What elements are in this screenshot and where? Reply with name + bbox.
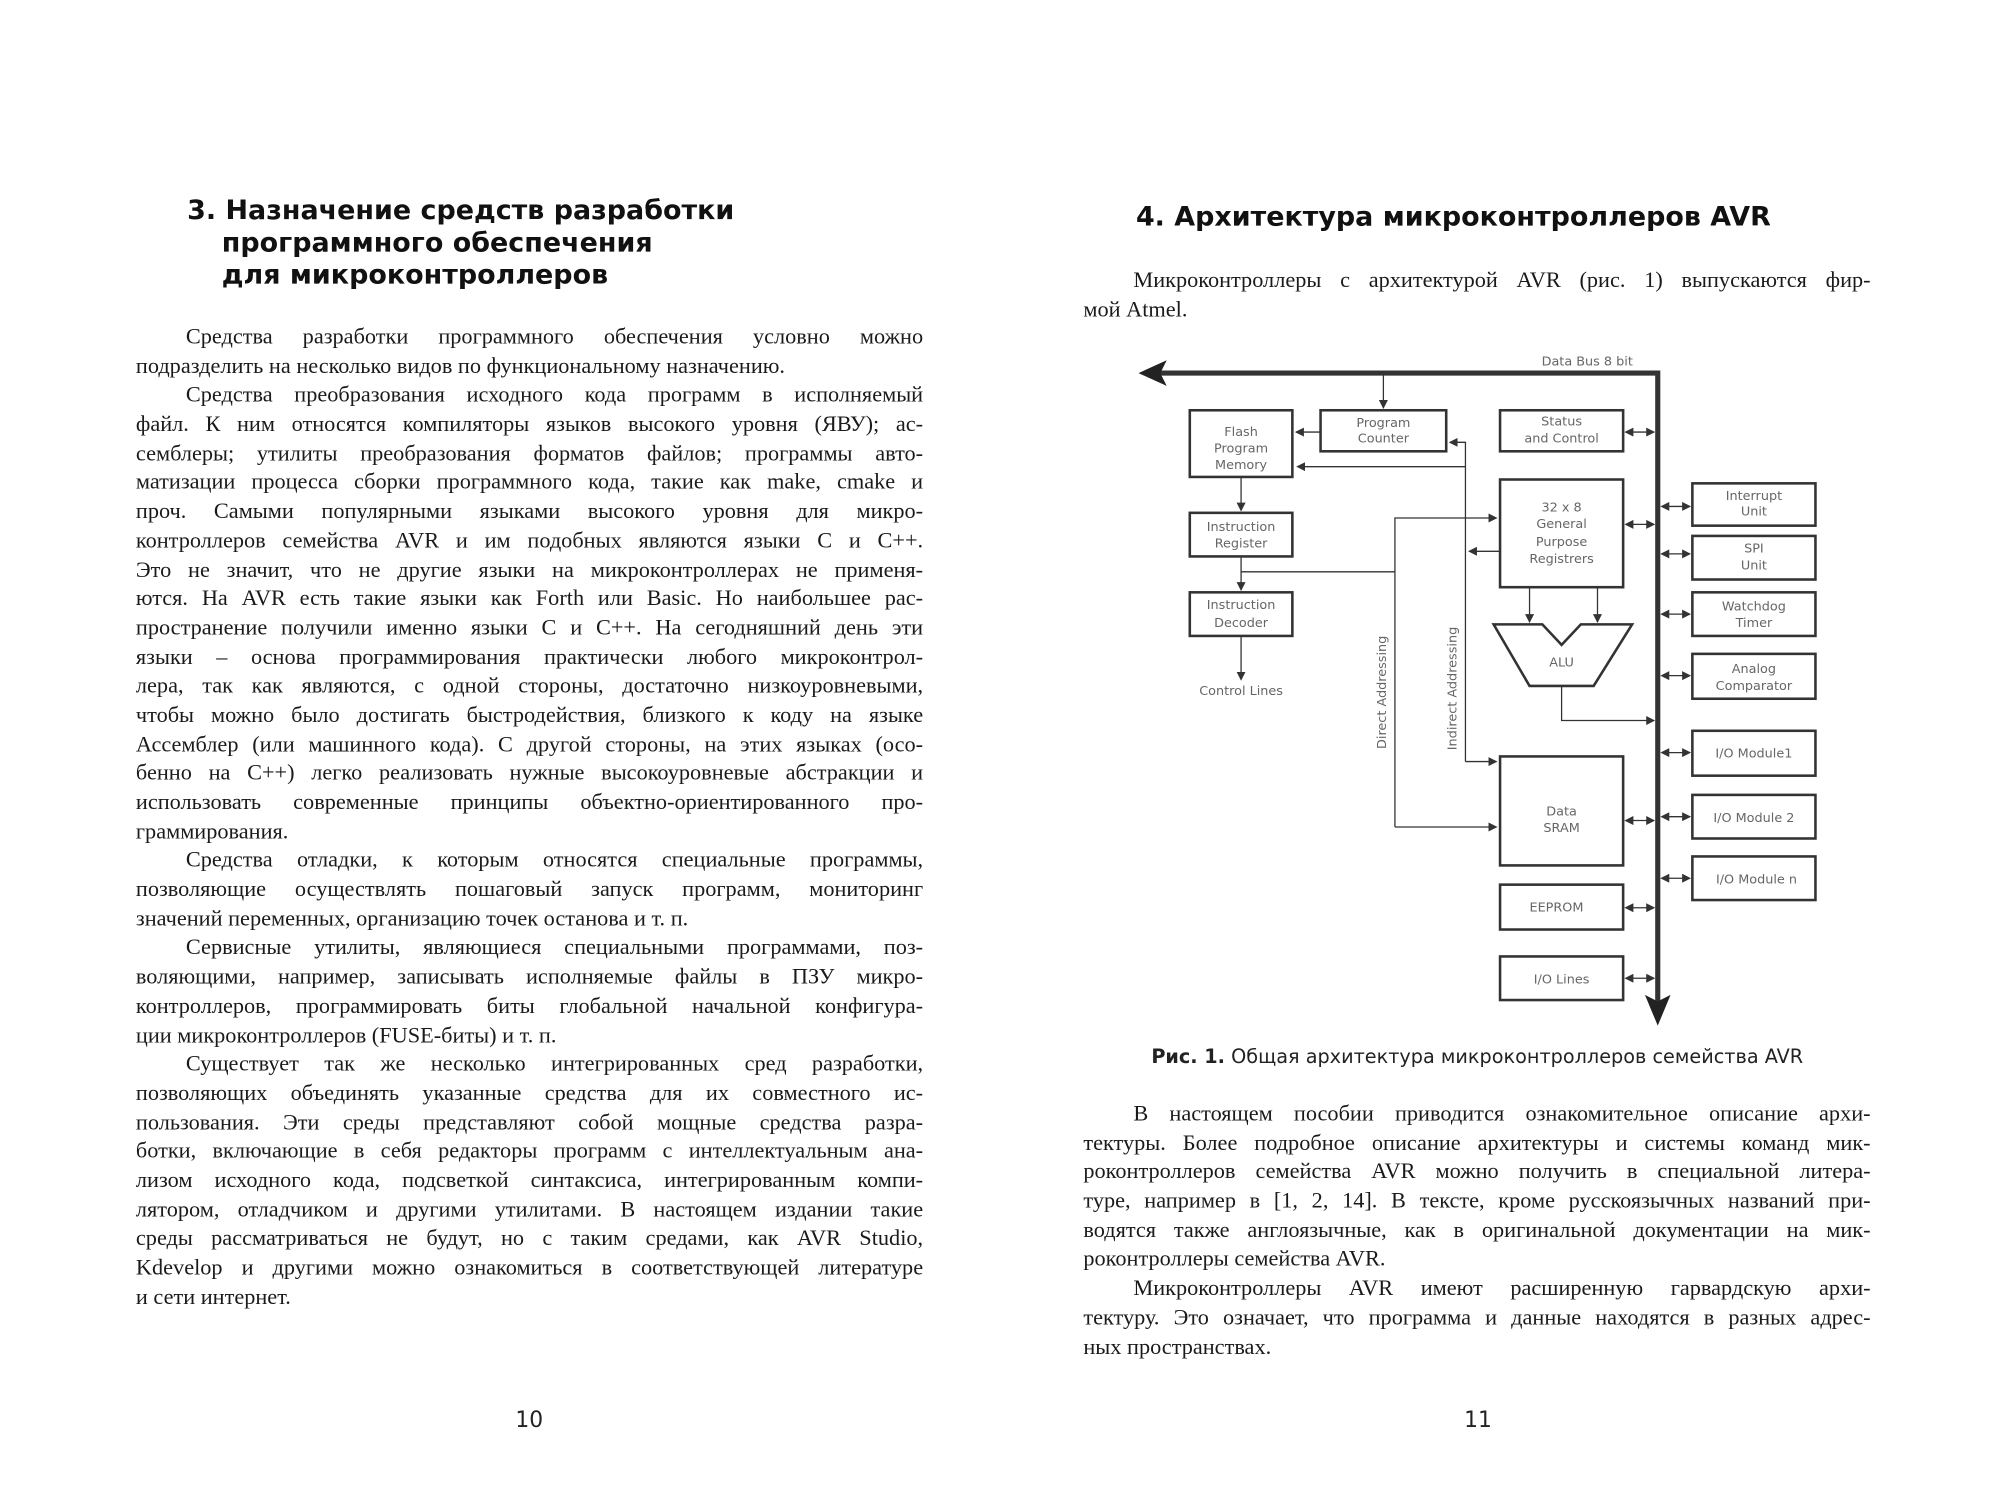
text-line: пространение получили именно языки C и C++. На сегодняшний день эти: [135, 613, 924, 640]
watchdog-label-1: Watchdog: [1721, 599, 1786, 615]
gpr-box: [1500, 480, 1623, 588]
gpr-label-1: 32 x 8: [1541, 500, 1582, 516]
text-line: тектуры. Более подробное описание архитектуры и системы команд мик-: [1083, 1129, 1871, 1155]
text-line: лятором, отладчиком и другими утилитами. В настоящем издании такие: [135, 1195, 924, 1222]
text-line: В настоящем пособии приводится ознакомительное описание архи-: [1133, 1100, 1871, 1126]
figure-caption-label: Рис. 1.: [1151, 1044, 1225, 1068]
control-lines-label: Control Lines: [1199, 683, 1283, 699]
sram-label-1: Data: [1546, 804, 1577, 820]
text-line: ботки, включающие в себя редакторы программ с интеллектуальным ана-: [135, 1137, 924, 1164]
alu-label: ALU: [1549, 655, 1574, 671]
text-line: роконтроллеров семейства AVR можно получить в специальной литера-: [1083, 1158, 1871, 1184]
text-line: Средства преобразования исходного кода программ в исполняемый: [185, 381, 924, 407]
id-label-1: Instruction: [1206, 597, 1276, 613]
left-heading-line-2: программного обеспечения: [221, 226, 653, 258]
sram-label-2: SRAM: [1543, 821, 1580, 837]
text-line: лера, так как являются, с одной стороны, достаточно низкоуровневыми,: [135, 672, 924, 698]
text-line: Микроконтроллеры с архитектурой AVR (рис. 1) выпускаются фир-: [1133, 266, 1871, 293]
status-label-1: Status: [1541, 414, 1583, 430]
text-line: файл. К ним относятся компиляторы языков высокого уровня (ЯВУ); ас-: [135, 410, 924, 436]
text-line: контроллеров, программировать биты глобальной начальной конфигура-: [135, 992, 924, 1018]
left-heading-line-3: для микроконтроллеров: [221, 258, 609, 290]
figure-caption: [1151, 1045, 1803, 1068]
text-line: воляющими, например, записывать исполняемые файлы в ПЗУ микро-: [135, 963, 924, 989]
direct-addressing-label: Direct Addressing: [1374, 635, 1390, 749]
text-line: водятся также англоязычные, как в оригинальной документации на мик-: [1083, 1216, 1871, 1243]
text-line: Средства отладки, к которым относятся специальные программы,: [185, 846, 924, 873]
analog-label-2: Comparator: [1715, 678, 1793, 694]
flash-label-1: Flash: [1224, 424, 1258, 440]
text-line: позволяющих объединять указанные средства для их совместного ис-: [135, 1079, 924, 1106]
spi-label-2: Unit: [1740, 558, 1767, 574]
io2-label: I/O Module 2: [1713, 810, 1795, 826]
interrupt-label-2: Unit: [1740, 504, 1767, 520]
text-line: среды рассматриваться не будут, но с таким средами, как AVR Studio,: [135, 1224, 924, 1251]
text-line: ных пространствах.: [1083, 1332, 1272, 1359]
pc-label-2: Counter: [1357, 431, 1409, 447]
text-line: Это не значит, что не другие языки на микроконтроллерах не применя-: [135, 555, 924, 582]
text-line: матизации процесса сборки программного кода, такие как make, cmake и: [135, 468, 924, 495]
text-line: позволяющие осуществлять пошаговый запуск программ, мониторинг: [135, 875, 924, 902]
text-line: Сервисные утилиты, являющиеся специальными программами, поз-: [185, 933, 924, 960]
text-line: Ассемблер (или машинного кода). С другой стороны, на этих языках (осо-: [135, 730, 924, 756]
text-line: тектуру. Это означает, что программа и данные находятся в разных адрес-: [1083, 1303, 1871, 1330]
text-line: бенно на C++) легко реализовать нужные высокоуровневые абстракции и: [135, 759, 924, 786]
text-line: пользования. Эти среды представляют собой мощные средства разра-: [135, 1108, 924, 1135]
left-heading-line-1: 3. Назначение средств разработки: [187, 194, 735, 226]
flash-label-3: Memory: [1215, 458, 1268, 474]
page-number-left: 10: [515, 1407, 544, 1434]
flash-label-2: Program: [1214, 441, 1269, 457]
text-line: проч. Самыми популярными языками высокого уровня для микро-: [135, 497, 924, 524]
text-line: подразделить на несколько видов по функциональному назначению.: [135, 352, 785, 378]
pc-label-1: Program: [1356, 415, 1411, 431]
ion-label: I/O Module n: [1715, 872, 1798, 888]
text-line: Kdevelop и другими можно ознакомиться в соответствующей литературе: [135, 1253, 924, 1280]
text-line: семблеры; утилиты преобразования форматов файлов; программы авто-: [135, 439, 924, 466]
gpr-label-2: General: [1536, 517, 1587, 533]
eeprom-label: EEPROM: [1529, 900, 1584, 916]
text-line: ции микроконтроллеров (FUSE-биты) и т. п.: [135, 1021, 557, 1047]
text-line: контроллеров семейства AVR и им подобных являются языки C и C++.: [135, 526, 924, 553]
io-lines-label: I/O Lines: [1533, 972, 1590, 988]
text-line: значений переменных, организацию точек останова и т. п.: [135, 904, 689, 931]
analog-label-1: Analog: [1731, 662, 1777, 678]
io1-label: I/O Module1: [1715, 746, 1793, 762]
id-label-2: Decoder: [1214, 615, 1269, 631]
figure-caption-text: Общая архитектура микроконтроллеров семейства AVR: [1231, 1044, 1804, 1068]
status-label-2: and Control: [1524, 431, 1599, 447]
ir-label-1: Instruction: [1206, 519, 1276, 535]
right-heading: 4. Архитектура микроконтроллеров AVR: [1135, 201, 1771, 233]
right-body-text: [1083, 1099, 1870, 1361]
text-line: туре, например в [1, 2, 14]. В тексте, кроме русскоязычных названий при-: [1083, 1187, 1871, 1213]
text-line: и сети интернет.: [135, 1282, 291, 1309]
interrupt-label-1: Interrupt: [1725, 489, 1783, 505]
watchdog-label-2: Timer: [1735, 615, 1773, 631]
page-number-right: 11: [1464, 1407, 1492, 1434]
text-line: роконтроллеры семейства AVR.: [1083, 1245, 1386, 1272]
text-line: чтобы можно было достигать быстродействия, близкого к коду на языке: [135, 701, 924, 727]
text-line: Существует так же несколько интегрированных сред разработки,: [185, 1050, 924, 1076]
ir-label-2: Register: [1214, 536, 1268, 552]
text-line: языки – основа программирования практически любого микроконтрол-: [135, 643, 924, 669]
gpr-label-4: Registrers: [1529, 551, 1594, 567]
text-line: Средства разработки программного обеспечения условно можно: [185, 323, 924, 349]
text-line: использовать современные принципы объектно-ориентированного про-: [135, 788, 924, 815]
spi-label-1: SPI: [1744, 541, 1764, 557]
text-line: граммирования.: [135, 817, 289, 844]
text-line: мой Atmel.: [1083, 295, 1188, 322]
text-line: Микроконтроллеры AVR имеют расширенную гарвардскую архи-: [1133, 1274, 1871, 1301]
text-line: лизом исходного кода, подсветкой синтаксиса, интегрированным компи-: [135, 1166, 924, 1193]
text-line: ются. На AVR есть такие языки как Forth или Basic. Но наибольшее рас-: [135, 584, 924, 611]
indirect-addressing-label: Indirect Addressing: [1445, 626, 1461, 751]
gpr-label-3: Purpose: [1535, 535, 1588, 551]
bus-label: Data Bus 8 bit: [1541, 354, 1633, 370]
